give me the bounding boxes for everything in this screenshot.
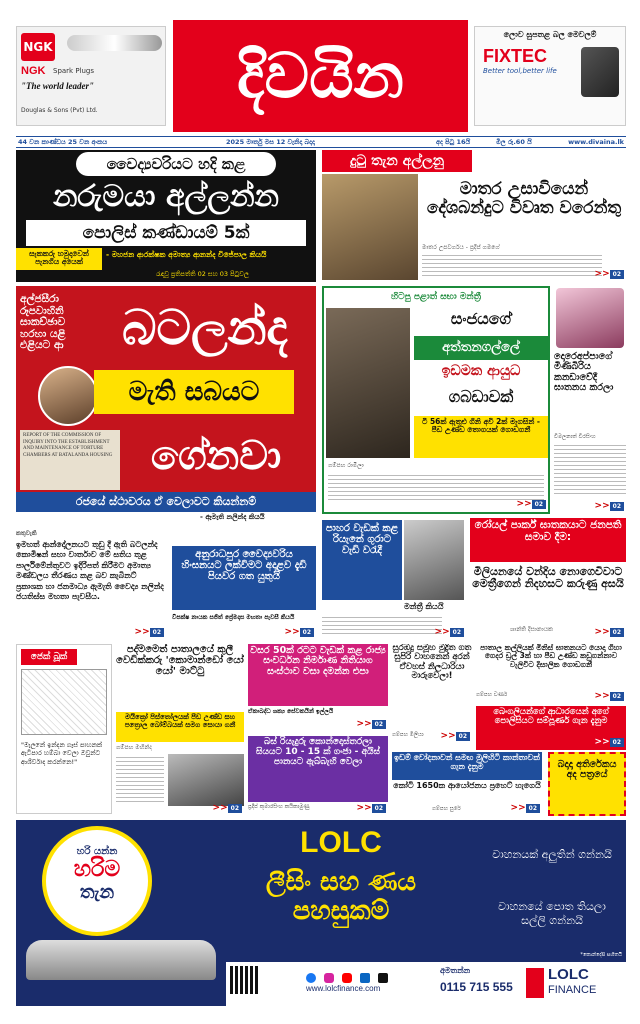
lolc-logo-line1: LOLC	[548, 966, 589, 983]
loan-byline: ගම්පහ වර්ණ	[476, 692, 508, 698]
lolc-brand: LOLC	[300, 826, 382, 859]
anuradhapura-page-ref[interactable]: >> 02	[285, 619, 314, 638]
editorial-page-ref[interactable]: >> 02	[135, 619, 164, 638]
lead-sidebar-left: සැකකරු හමුදාවෙන් පැනගිය අයෙක්	[16, 248, 102, 270]
lolc-badge	[42, 826, 152, 936]
royal-park-body: මිලියනයේ වන්දිය නොගෙවිවාට මෙත්‍රීගෙන් නිදහසට කරුණු අසයි	[472, 565, 624, 591]
loan-story[interactable]	[476, 644, 626, 704]
lolc-logo-mark	[526, 968, 544, 998]
doctor-page-ref[interactable]: >> 02	[595, 493, 624, 512]
cartoon-label: ජෙක් බූක්	[21, 649, 77, 665]
doctor-story[interactable]	[554, 286, 626, 514]
commando-body-lines	[116, 754, 164, 804]
anuradhapura-headline: අනුරාධපුර වෛද්‍යවරිය හිංසනයට ලක්විමට අදාළව දැඩි පියවර ගත යුතුයි	[172, 546, 316, 610]
batalanda-side-text: අල්ජසීරා රූපවාහිනි සාකච්ඡාව හරහා යළි එළියට ආ	[20, 293, 66, 352]
linkedin-icon[interactable]	[360, 973, 370, 983]
ngk-slogan: "The world leader"	[21, 81, 94, 91]
issue-date: 2025 මාර්තු මස 12 වැනිදා බදාදා	[226, 138, 315, 146]
police-page-ref[interactable]: >> 02	[595, 729, 624, 748]
spark-plug-image	[67, 35, 162, 51]
suraveekka-story[interactable]	[392, 644, 472, 744]
batalanda-story[interactable]	[16, 286, 316, 512]
lolc-hotline[interactable]: 0115 715 555	[440, 980, 513, 994]
royal-park-byline: ශාන්ති දිසානායක	[510, 626, 553, 633]
facebook-icon[interactable]	[306, 973, 316, 983]
masthead-title-box[interactable]	[173, 20, 468, 132]
batalanda-headline-1: බටලන්ද	[122, 300, 288, 356]
social-icons	[306, 968, 416, 980]
website-link[interactable]: www.divaina.lk	[568, 138, 624, 146]
weapons-photo	[326, 308, 410, 458]
commando-sub: මයික්‍රෝ පිස්තෝලයක් පීඩ උණ්ඩ සහ පත්‍රොල බෝම්බයක් සමග සොයා ගනී	[116, 712, 244, 742]
weapons-byline: ගම්පහ රාමිලා	[328, 462, 364, 469]
weapons-line3: ඉඩමක ආයුධ	[441, 363, 521, 379]
lead-subhead: පොලිස් කණ්ඩායම් 5ක්	[26, 220, 306, 246]
weapons-line1: සංජයගේ	[450, 309, 512, 328]
ngk-distributor: Douglas & Sons (Pvt) Ltd.	[21, 107, 98, 114]
weapons-story[interactable]	[322, 286, 550, 514]
speech-body-lines	[322, 614, 442, 634]
youtube-icon[interactable]	[342, 973, 352, 983]
lead-sidebar-right: - මහජන ආරක්ෂක අමාත්‍ය ආනන්ද විජේපාල කියයි	[106, 250, 267, 259]
shooting-attribution: ඒකාබද්ධ ශක්‍ය සේවකයින් ඉල්ලයි	[248, 708, 334, 715]
lead-story[interactable]	[16, 150, 316, 282]
doctor-headline: දොරෙඅප්පාගේ මිණිබිරිය කනඩාවේදී ඝාතනය කරලා	[554, 351, 614, 394]
cartoon[interactable]	[16, 644, 112, 814]
suraveekka-page-ref[interactable]: >> 02	[441, 723, 470, 742]
victim-photo	[556, 288, 624, 348]
lead-headline: නරුමයා අල්ලන්න	[53, 179, 279, 214]
royal-park-story[interactable]	[470, 518, 626, 640]
speech-photo	[404, 520, 464, 600]
lolc-disclaimer: *කොන්දේසි සහිතයි	[580, 952, 622, 958]
fixtec-slogan: Better tool,better life	[483, 67, 557, 75]
cartoon-drawing	[21, 669, 107, 735]
weapons-line4: ගබඩාවක්	[448, 387, 514, 406]
lolc-finance-logo	[526, 964, 622, 1004]
top-right-body-lines	[422, 252, 602, 276]
lolc-badge-main: හරිම	[73, 857, 121, 882]
issue-number: 44 වන කාණ්ඩය 25 වන අංකය	[18, 138, 108, 146]
police-officer-photo	[322, 174, 418, 280]
ngk-brand: NGK	[21, 65, 46, 77]
lead-kicker: වෛද්‍යවරියට හදි කළ	[76, 152, 276, 176]
weapons-page-ref[interactable]: >> 02	[517, 491, 546, 510]
lolc-website[interactable]: www.lolcfinance.com	[306, 984, 381, 993]
suraveekka-byline: ගම්පහ මිලියා	[392, 732, 424, 738]
price: මිල රු.60 යි	[496, 138, 532, 146]
masthead-right-ad[interactable]	[474, 26, 626, 126]
land-page-ref[interactable]: >> 02	[511, 795, 540, 814]
bus-byline: ප්‍රදීප් කුමාරසිංහ කයිකාමුණු	[248, 804, 310, 810]
editorial[interactable]	[16, 530, 166, 640]
lolc-badge-top: හරි යන්න	[76, 846, 118, 857]
batalanda-headline-3: ගේනවා	[150, 433, 282, 479]
fixtec-brand: FIXTEC	[483, 46, 548, 66]
royal-park-headline: රෝයල් පාර්ක් ඝාතකයාට ජනපති සමාව දීම:	[470, 518, 626, 562]
instagram-icon[interactable]	[324, 973, 334, 983]
top-right-page-ref[interactable]: >> 02	[595, 261, 624, 280]
bus-page-ref[interactable]: >> 02	[357, 795, 386, 814]
police-story[interactable]	[476, 706, 626, 750]
weapons-line2: අත්තනගල්ලේ	[414, 336, 548, 360]
commando-story[interactable]	[116, 644, 244, 816]
land-sub: කෝටි 1650ක ආයෝජනය ප්‍රහෙට් හැගෙයි	[393, 781, 541, 790]
fixtec-heading: ලොව සුපතළ බල මෙවලම්	[503, 30, 597, 39]
dateline-bar	[16, 136, 626, 148]
shooting-story[interactable]	[248, 644, 388, 732]
speech-attribution: මන්ත්‍රී කියයි	[404, 602, 444, 611]
doctor-body-lines	[554, 442, 626, 496]
masthead-left-ad[interactable]	[16, 26, 166, 126]
bus-story[interactable]	[248, 736, 388, 816]
page-count: අද පිටු 16යි	[436, 138, 471, 146]
newspaper-title: දිවයින	[236, 39, 405, 112]
speech-page-ref[interactable]: >> 02	[435, 619, 464, 638]
supplement-stamp-text: බදාදා අතිරේකය අද පත්‍රයේ	[557, 759, 617, 781]
lolc-hotline-label: අමතන්න	[440, 966, 471, 975]
politician-photo	[38, 366, 98, 426]
speech-story[interactable]	[322, 518, 466, 640]
top-right-kicker: දුටු තැන අල්ලනු	[322, 150, 472, 172]
land-story[interactable]	[392, 752, 542, 816]
batalanda-tagline: රජයේ ස්ථාවරය ඒ වෙලාවට කියන්නම්	[16, 492, 316, 512]
loan-headline: පාතාල කල්ලියක් මිනිස් ඝාතනයට යොදා ගිහා ගෙදර ඩ්‍රල් 3ක් හා පීඩ උණ්ඩ කඩුගන්නාව වැලිවිට දිසාලික ගොඩගනී	[480, 644, 622, 669]
police-headline: බෙංගලියන්ගේ ආධාරයෙන් අගේ පොලිසියට සම්පූර්ණ ගැන දැනුම	[476, 706, 626, 750]
doctor-byline: විමලනාත් වීරසිංහ	[554, 434, 596, 440]
editorial-label: කතුවැකි	[16, 530, 37, 537]
lolc-footer	[226, 962, 626, 1006]
lolc-badge-bottom: තැන	[79, 882, 115, 903]
lolc-right-1: වාහනයක් අලුතින් ගන්නයි	[492, 848, 612, 861]
ngk-logo: NGK	[21, 33, 55, 61]
qr-code[interactable]	[230, 966, 258, 994]
editorial-text: ඉමහත් ආන්දෝලනයට තුඩු දී ඇති බටලන්ද කොමිෂන් සභා වාර්තාව මේ සතිය තුළ පාර්ලිමේන්තුවට ඉදිරිපත් කිරීමට අමාත්‍ය මණ්ඩලය තීරණය කළ බව කැබිනට් ප්‍රකාශක හා ජනමාධ්‍ය ඇමැති වෛද්‍ය නලින්ද ජයතිස්ස මහතා පැවසීය.	[16, 540, 164, 601]
land-byline: ගම්පහ සුරේ	[432, 806, 461, 812]
ngk-product: Spark Plugs	[53, 67, 95, 75]
top-right-byline: මාතර උපවර්ගය - ප්‍රදීප් ගමගේ	[422, 244, 500, 251]
loan-page-ref[interactable]: >> 02	[595, 683, 624, 702]
lolc-ad[interactable]	[16, 820, 626, 1006]
power-tool-image	[581, 47, 619, 97]
x-icon[interactable]	[378, 973, 388, 983]
bus-headline: බස් රියැදුරු කොන්දොස්තරලා සියයට 10 - 15 ක් ගංජා - අයිස් පානයට ඇබ්බැහි වෙලා	[248, 736, 388, 802]
shooting-headline: වසර 50ක් රටට වැඩක් කළ රාජ්‍ය සංවර්ධන නිර්මාණ නිතියාග සංස්ථාව වසා දමන්න එපා	[248, 644, 388, 706]
batalanda-attribution: - ඇමැති නලින්ද කියයි	[200, 513, 265, 521]
anuradhapura-attribution: විපක්ෂ නායක සජිත් ප්‍රේමදාස මහතා පැවසී කියයි	[172, 614, 295, 621]
cartoon-caption: "මැලනේ ඉන්දන ගෑස් පාහනක් ඇටිපාර හම්බා වෙලා ඔවුන්ට ආශීර්වාද කරන්නෙ!"	[21, 741, 103, 766]
royal-park-page-ref[interactable]: >> 02	[595, 619, 624, 638]
supplement-stamp[interactable]	[548, 752, 626, 816]
weapons-kicker: හිටපු පළාත් සභා මන්ත්‍රී	[324, 288, 548, 306]
suraveekka-headline: සුරඹදු සමූහ මුද්‍රිත ගත සුපිරි වාහනෙන් අරන් ඒවහස් නිලධාරියා මාරුවෙලා!	[392, 644, 472, 682]
speech-headline: පාහර වැඩක් කළ රියැනේ ගුරාට වැඩි වරැදී	[322, 520, 402, 600]
commando-headline: පද්මමෙත් පාතාලයේ කුලී වෙඩික්කරු 'කොමාන්ඩෝ යෝ යෝ' මාට්ටු	[116, 644, 244, 677]
commando-byline: ගම්පහ මහින්ද	[116, 744, 152, 751]
lolc-right-2: වාහනයේ පොත තියලා සල්ලි ගන්නයි	[498, 900, 606, 928]
lead-ref: රැඳවූ ප්‍රතිපත්ති 02 සහ 03 පිටුවල	[156, 270, 249, 278]
batalanda-document: REPORT OF THE COMMISSION OF INQUIRY INTO THE ESTABLISHMENT AND MAINTENANCE OF TORTURE CHAMBERS AT BATALANDA HOUSING	[20, 430, 120, 490]
top-right-story[interactable]	[322, 150, 626, 282]
lolc-headline: ලීසිං සහ ණය පහසුකම්	[265, 867, 417, 926]
commando-page-ref[interactable]: >> 02	[213, 795, 242, 814]
weapons-body-lines	[328, 472, 544, 500]
lolc-car-image	[26, 940, 216, 980]
anuradhapura-story[interactable]	[172, 546, 316, 640]
top-right-headline: මාතර උසාවියෙන් දේශබන්දුට විවෘත වරෙන්තු	[426, 179, 622, 218]
shooting-page-ref[interactable]: >> 02	[357, 711, 386, 730]
batalanda-headline-2: මැති සබයට	[94, 370, 294, 414]
lolc-logo-line2: FINANCE	[548, 984, 597, 996]
weapons-detail: ටී 56ක් ඇතුළු ගිනි අවි 2ක් මැගසින් - පීඩ උණ්ඩ තොගයක් ගොඩගනී	[414, 416, 548, 458]
land-headline: ඉඩම් වෝදනාවන් සමඟ මුලිහිටි කාන්තාවක් ගැන දැනුම	[392, 752, 542, 780]
